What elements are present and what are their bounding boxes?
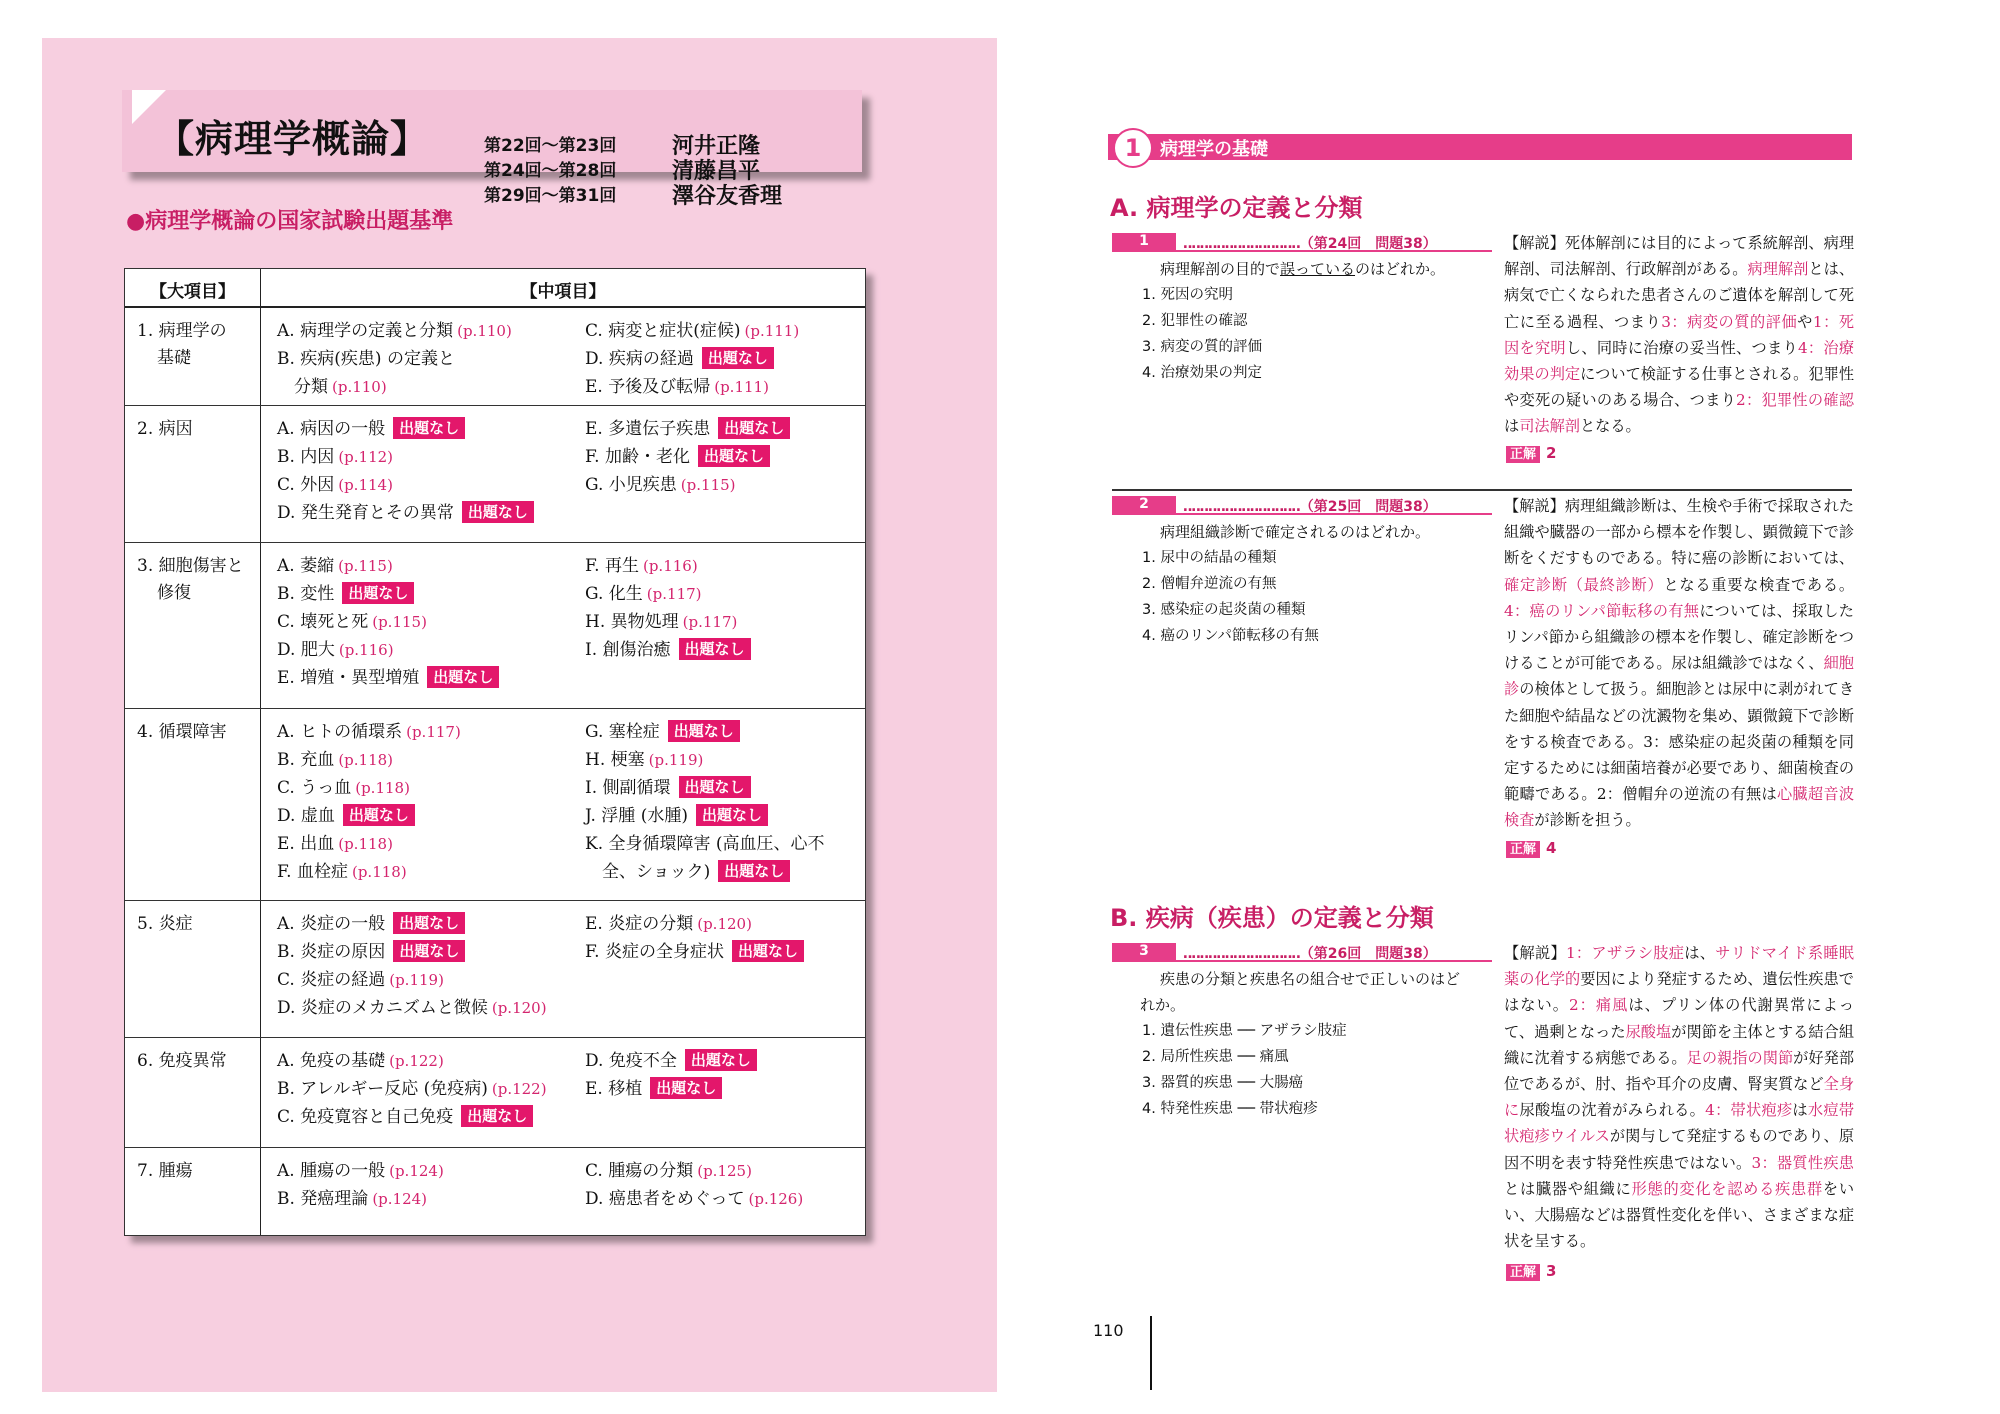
minor-item-text: 全、ショック): [585, 862, 711, 882]
minor-item-text: C. 炎症の経過: [277, 970, 386, 990]
minor-item-text: A. 病理学の定義と分類: [277, 321, 454, 341]
question-source: ‥‥‥‥‥‥‥‥‥‥‥‥‥‥（第24回 問題38）: [1183, 236, 1437, 252]
minor-item-text: D. 疾病の経過: [585, 349, 694, 369]
question-options: [1142, 545, 1319, 649]
minor-column-left: [277, 1157, 444, 1213]
minor-column-right: [585, 1157, 803, 1213]
major-item: [137, 719, 227, 746]
minor-item-text: G. 塞栓症: [585, 722, 660, 742]
page-reference: (p.116): [338, 641, 394, 659]
minor-column-right: [585, 317, 799, 401]
minor-item-text: B. 炎症の原因: [277, 942, 386, 962]
minor-column-left: [277, 552, 499, 692]
answer-label: 正解: [1506, 1264, 1540, 1281]
page-reference: (p.118): [338, 751, 394, 769]
minor-column-left: [277, 718, 461, 886]
minor-item: [277, 994, 547, 1022]
minor-item: [585, 373, 799, 401]
session-author: 河井正隆: [672, 133, 761, 159]
minor-item: [585, 802, 825, 830]
minor-item-text: F. 再生: [585, 556, 639, 576]
minor-item: [277, 317, 512, 345]
page-reference: (p.115): [680, 476, 736, 494]
question-options: [1142, 282, 1262, 386]
option: 3. 感染症の起炎菌の種類: [1142, 602, 1306, 618]
minor-item: [277, 471, 534, 499]
no-question-badge: 出題なし: [393, 912, 465, 934]
no-question-badge: 出題なし: [343, 804, 415, 826]
minor-item: [585, 774, 825, 802]
minor-item: [277, 636, 499, 664]
major-item: [137, 911, 193, 938]
question-separator: [1112, 489, 1852, 491]
minor-item: [585, 1047, 757, 1075]
minor-item-text: A. ヒトの循環系: [277, 722, 403, 742]
minor-item: [277, 966, 547, 994]
minor-item: [585, 938, 804, 966]
major-item-line: 4. 循環障害: [137, 722, 227, 742]
answer-value: 3: [1546, 1262, 1557, 1280]
question-number: 1: [1112, 233, 1176, 250]
minor-item-text: E. 予後及び転帰: [585, 377, 711, 397]
major-item-line: 5. 炎症: [137, 914, 193, 934]
session-round: 第22回〜第23回: [484, 136, 617, 156]
no-question-badge: 出題なし: [718, 860, 790, 882]
answer: [1506, 1261, 1556, 1281]
answer-label: 正解: [1506, 446, 1540, 463]
row-divider: [125, 900, 865, 901]
major-item: [137, 1158, 193, 1185]
minor-item: [277, 499, 534, 527]
minor-column-right: [585, 1047, 757, 1103]
major-item: [137, 416, 193, 443]
minor-item-text: G. 化生: [585, 584, 643, 604]
minor-item-text: D. 肥大: [277, 640, 335, 660]
page-reference: (p.110): [457, 322, 512, 340]
minor-item-text: F. 血栓症: [277, 862, 348, 882]
major-item-line: 6. 免疫異常: [137, 1051, 227, 1071]
page-reference: (p.117): [682, 613, 738, 631]
minor-item-text: E. 多遺伝子疾患: [585, 419, 711, 439]
no-question-badge: 出題なし: [393, 940, 465, 962]
option: 2. 犯罪性の確認: [1142, 313, 1248, 329]
minor-item: [585, 910, 804, 938]
minor-item: [585, 580, 751, 608]
table-header: [125, 269, 865, 308]
minor-item: [277, 552, 499, 580]
row-divider: [125, 405, 865, 406]
minor-item: [585, 746, 825, 774]
page-reference: (p.124): [389, 1162, 444, 1180]
question-text: 病理解剖の目的で誤っているのはどれか。: [1160, 260, 1446, 278]
major-item: [137, 553, 244, 607]
minor-item-text: F. 加齢・老化: [585, 447, 690, 467]
no-question-badge: 出題なし: [461, 1105, 533, 1127]
no-question-badge: 出題なし: [342, 582, 414, 604]
minor-item: [277, 1047, 547, 1075]
minor-item: [585, 718, 825, 746]
minor-item: [277, 608, 499, 636]
question-text: 病理組織診断で確定されるのはどれか。: [1160, 523, 1431, 541]
question-text: 疾患の分類と疾患名の組合せで正しいのはどれか。: [1140, 970, 1461, 1014]
option: 4. 治療効果の判定: [1142, 365, 1262, 381]
minor-item-text: I. 側副循環: [585, 778, 671, 798]
minor-item: [277, 746, 461, 774]
session-rounds: [484, 134, 616, 209]
explanation: 【解説】病理組織診断は、生検や手術で採取された組織や臓器の一部から標本を作製し、顕微鏡下で診断をくだすものである。特に癌の診断においては、確定診断（最終診断）となる重要な検査である。4：癌のリンパ節転移の有無については、採取したリンパ節から組織診の標本を作製し、確定診断をつけることが可能である。尿は組織診ではなく、細胞診の検体として扱う。細胞診とは尿中に剥がれてきた細胞や結晶などの沈澱物を集め、顕微鏡下で診断をする検査である。3：感染症の起炎菌の種類を同定するためには細菌培養が必要であり、細菌検査の範疇である。2：僧帽弁の逆流の有無は心臓超音波検査が診断を担う。: [1504, 497, 1855, 830]
option: 1. 尿中の結晶の種類: [1142, 550, 1277, 566]
answer: [1506, 838, 1556, 858]
page-reference: (p.118): [338, 835, 393, 853]
minor-item: [585, 830, 825, 858]
option: 3. 器質的疾患 ── 大腸癌: [1142, 1075, 1304, 1091]
page-reference: (p.122): [491, 1080, 547, 1098]
session-round: 第29回〜第31回: [484, 186, 617, 206]
no-question-badge: 出題なし: [679, 638, 751, 660]
minor-item: [277, 858, 461, 886]
no-question-badge: 出題なし: [427, 666, 499, 688]
session-author: 澤谷友香理: [672, 183, 783, 209]
page-reference: (p.120): [491, 999, 547, 1017]
page-reference: (p.118): [351, 863, 407, 881]
question-source: ‥‥‥‥‥‥‥‥‥‥‥‥‥‥（第26回 問題38）: [1183, 946, 1437, 962]
minor-item: [277, 910, 547, 938]
no-question-badge: 出題なし: [702, 347, 774, 369]
question-source: ‥‥‥‥‥‥‥‥‥‥‥‥‥‥（第25回 問題38）: [1183, 499, 1437, 515]
minor-item: [277, 664, 499, 692]
no-question-badge: 出題なし: [393, 417, 465, 439]
minor-item: [585, 471, 790, 499]
page-number: 110: [1093, 1321, 1124, 1340]
page-reference: (p.119): [389, 971, 444, 989]
subsection-a-heading: A. 病理学の定義と分類: [1110, 194, 1363, 222]
no-question-badge: 出題なし: [718, 417, 790, 439]
minor-column-left: [277, 910, 547, 1022]
page-title: 【病理学概論】: [156, 117, 430, 161]
page-reference: (p.115): [372, 613, 427, 631]
minor-item-text: B. 充血: [277, 750, 335, 770]
minor-item: [277, 830, 461, 858]
major-item-line: 7. 腫瘍: [137, 1161, 193, 1181]
option: 3. 病変の質的評価: [1142, 339, 1262, 355]
minor-item: [585, 443, 790, 471]
explanation: 【解説】1：アザラシ肢症は、サリドマイド系睡眠薬の化学的要因により発症するため、遺伝性疾患ではない。2：痛風は、プリン体の代謝異常によって、過剰となった尿酸塩が関節を主体とする結合組織に沈着する病態である。足の親指の関節が好発部位であるが、肘、指や耳介の皮膚、腎実質など全身に尿酸塩の沈着がみられる。4：帯状疱疹は水痘帯状疱疹ウイルスが関与して発症するものであり、原因不明を表す特発性疾患ではない。3：器質性疾患とは臓器や組織に形態的変化を認める疾患群をいい、大腸癌などは器質性変化を伴い、さまざまな症状を呈する。: [1504, 944, 1855, 1251]
no-question-badge: 出題なし: [685, 1049, 757, 1071]
page-reference: (p.112): [338, 448, 394, 466]
page-reference: (p.111): [714, 378, 769, 396]
minor-item-text: C. 病変と症状(症候): [585, 321, 741, 341]
minor-item: [277, 938, 547, 966]
major-item-line: 2. 病因: [137, 419, 193, 439]
session-round: 第24回〜第28回: [484, 161, 617, 181]
minor-item: [277, 1157, 444, 1185]
minor-column-left: [277, 317, 512, 401]
minor-item: [585, 1075, 757, 1103]
page-reference: (p.111): [744, 322, 800, 340]
row-divider: [125, 1037, 865, 1038]
page-reference: (p.124): [372, 1190, 428, 1208]
minor-item-text: D. 癌患者をめぐって: [585, 1189, 745, 1209]
minor-item: [585, 317, 799, 345]
header-minor: 【中項目】: [520, 282, 606, 302]
major-item-line: 修復: [157, 583, 191, 603]
minor-item: [585, 345, 799, 373]
minor-column-right: [585, 552, 751, 664]
page-reference: (p.116): [642, 557, 698, 575]
page-reference: (p.125): [697, 1162, 752, 1180]
minor-item-text: C. 壊死と死: [277, 612, 369, 632]
answer: [1506, 443, 1556, 463]
no-question-badge: 出題なし: [732, 940, 804, 962]
minor-item-text: A. 萎縮: [277, 556, 335, 576]
minor-item: [277, 580, 499, 608]
minor-item: [585, 858, 825, 886]
minor-item-text: D. 炎症のメカニズムと徴候: [277, 998, 488, 1018]
minor-item: [277, 1075, 547, 1103]
section-number: 1: [1113, 128, 1153, 168]
page-reference: (p.110): [332, 378, 387, 396]
minor-item-text: F. 炎症の全身症状: [585, 942, 724, 962]
page-reference: (p.117): [406, 723, 461, 741]
minor-item-text: E. 移植: [585, 1079, 643, 1099]
row-divider: [125, 1147, 865, 1148]
minor-item-text: G. 小児疾患: [585, 475, 677, 495]
row-divider: [125, 542, 865, 543]
criteria-heading: ●病理学概論の国家試験出題基準: [126, 209, 454, 234]
question-options: [1142, 1018, 1347, 1122]
minor-item: [585, 415, 790, 443]
major-item-line: 基礎: [157, 348, 191, 368]
minor-item-text: I. 創傷治癒: [585, 640, 671, 660]
minor-item-text: B. 変性: [277, 584, 335, 604]
minor-column-right: [585, 415, 790, 499]
major-item-line: 1. 病理学の: [137, 321, 227, 341]
minor-item-text: K. 全身循環障害 (高血圧、心不: [585, 834, 825, 854]
minor-item-text: E. 出血: [277, 834, 335, 854]
minor-item-text: A. 腫瘍の一般: [277, 1161, 386, 1181]
section-title: 病理学の基礎: [1160, 139, 1268, 160]
option: 2. 局所性疾患 ── 痛風: [1142, 1049, 1289, 1065]
option: 1. 遺伝性疾患 ── アザラシ肢症: [1142, 1023, 1347, 1039]
major-item: [137, 318, 227, 372]
major-item: [137, 1048, 227, 1075]
minor-item-text: C. うっ血: [277, 778, 352, 798]
option: 4. 特発性疾患 ── 帯状疱疹: [1142, 1101, 1318, 1117]
no-question-badge: 出題なし: [650, 1077, 722, 1099]
minor-item-text: A. 炎症の一般: [277, 914, 386, 934]
page-reference: (p.122): [389, 1052, 444, 1070]
minor-item: [277, 1185, 444, 1213]
minor-item: [277, 802, 461, 830]
minor-item-text: D. 免疫不全: [585, 1051, 677, 1071]
minor-item-text: A. 免疫の基礎: [277, 1051, 386, 1071]
minor-item: [277, 774, 461, 802]
minor-item-text: E. 炎症の分類: [585, 914, 694, 934]
header-major: 【大項目】: [150, 282, 235, 302]
minor-item: [277, 415, 534, 443]
minor-item-text: C. 腫瘍の分類: [585, 1161, 694, 1181]
page-reference: (p.115): [338, 557, 393, 575]
page-reference: (p.119): [648, 751, 704, 769]
minor-item: [277, 443, 534, 471]
page-reference: (p.126): [748, 1190, 804, 1208]
page-reference: (p.114): [338, 476, 393, 494]
no-question-badge: 出題なし: [462, 501, 534, 523]
minor-column-left: [277, 415, 534, 527]
page-reference: (p.118): [355, 779, 410, 797]
explanation: 【解説】死体解剖には目的によって系統解剖、病理解剖、司法解剖、行政解剖がある。病理解剖とは、病気で亡くなられた患者さんのご遺体を解剖して死亡に至る過程、つまり3：病変の質的評価や1：死因を究明し、同時に治療の妥当性、つまり4：治療効果の判定について検証する仕事とされる。犯罪性や変死の疑いのある場合、つまり2：犯罪性の確認は司法解剖となる。: [1504, 234, 1855, 436]
session-authors: [672, 134, 782, 209]
minor-item-text: C. 外因: [277, 475, 335, 495]
minor-item-text: B. アレルギー反応 (免疫病): [277, 1079, 488, 1099]
page-number-rule: [1150, 1316, 1152, 1390]
minor-item-text: H. 異物処理: [585, 612, 679, 632]
answer-value: 4: [1546, 839, 1557, 857]
minor-column-right: [585, 718, 825, 886]
page-reference: (p.117): [646, 585, 702, 603]
minor-item-text: E. 増殖・異型増殖: [277, 668, 420, 688]
minor-item: [277, 373, 512, 401]
minor-item: [585, 552, 751, 580]
no-question-badge: 出題なし: [696, 804, 768, 826]
minor-item: [585, 1185, 803, 1213]
major-item-line: 3. 細胞傷害と: [137, 556, 244, 576]
minor-item-text: A. 病因の一般: [277, 419, 386, 439]
option: 4. 癌のリンパ節転移の有無: [1142, 628, 1319, 644]
minor-item: [585, 608, 751, 636]
no-question-badge: 出題なし: [698, 445, 770, 467]
option: 2. 僧帽弁逆流の有無: [1142, 576, 1277, 592]
minor-column-left: [277, 1047, 547, 1131]
criteria-table: [124, 268, 866, 1236]
minor-item-text: C. 免疫寛容と自己免疫: [277, 1107, 454, 1127]
minor-item: [585, 1157, 803, 1185]
minor-column-right: [585, 910, 804, 966]
subsection-b-heading: B. 疾病（疾患）の定義と分類: [1110, 904, 1434, 932]
answer-value: 2: [1546, 444, 1557, 462]
minor-item: [277, 1103, 547, 1131]
minor-item: [277, 718, 461, 746]
minor-item-text: B. 発癌理論: [277, 1189, 369, 1209]
row-divider: [125, 708, 865, 709]
minor-item-text: D. 発生発育とその異常: [277, 503, 454, 523]
column-divider: [260, 269, 261, 1235]
minor-item-text: B. 内因: [277, 447, 335, 467]
question-number: 2: [1112, 496, 1176, 513]
option: 1. 死因の究明: [1142, 287, 1233, 303]
question-number: 3: [1112, 943, 1176, 960]
minor-item: [585, 636, 751, 664]
minor-item-text: B. 疾病(疾患) の定義と: [277, 349, 455, 369]
minor-item: [277, 345, 512, 373]
minor-item-text: D. 虚血: [277, 806, 335, 826]
page-reference: (p.120): [697, 915, 752, 933]
minor-item-text: H. 梗塞: [585, 750, 645, 770]
answer-label: 正解: [1506, 841, 1540, 858]
no-question-badge: 出題なし: [679, 776, 751, 798]
no-question-badge: 出題なし: [668, 720, 740, 742]
minor-item-text: J. 浮腫 (水腫): [585, 806, 688, 826]
minor-item-text: 分類: [277, 377, 328, 397]
session-author: 清藤昌平: [672, 158, 761, 184]
